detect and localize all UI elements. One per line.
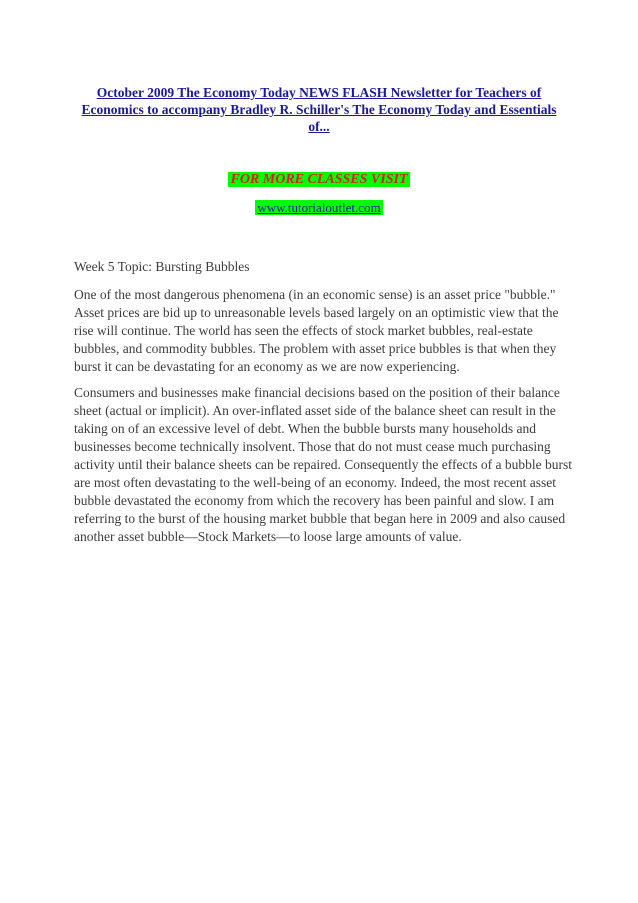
promo-line [0,171,638,188]
body-paragraph-2: Consumers and businesses make financial decisions based on the position of their balance sheet (actual or implicit). An over-inflated asset side of the balance sheet can result in the taking on of an excessive level of debt. When the bubble bursts many households and businesses become technically insolvent. Those that do not must cease much purchasing activity until their balance sheets can be repaired. Consequently the effects of a bubble burst are most often devastating to the well-being of an economy. Indeed, the most recent asset bubble devastated the economy from which the recovery has been painful and slow. I am referring to the burst of the housing market bubble that began here in 2009 and also caused another asset bubble—Stock Markets—to loose large amounts of value. [74,385,572,544]
document-title-link[interactable]: October 2009 The Economy Today NEWS FLASH Newsletter for Teachers of Economics to accompany Bradley R. Schiller's The Economy Today and Essentials of... [81,85,557,134]
site-line [0,199,638,216]
document-body [74,258,574,554]
promo-text: FOR MORE CLASSES VISIT [230,172,408,187]
site-link[interactable]: www.tutorialoutlet.com [257,200,381,215]
topic-heading: Week 5 Topic: Bursting Bubbles [74,259,250,274]
body-paragraph-1: One of the most dangerous phenomena (in an economic sense) is an asset price "bubble." Asset prices are bid up to unreasonable levels based largely on an optimistic view that the rise will continue. The world has seen the effects of stock market bubbles, real-estate bubbles, and commodity bubbles. The problem with asset price bubbles is that when they burst it can be devastating for an economy as we are now experiencing. [74,287,559,374]
